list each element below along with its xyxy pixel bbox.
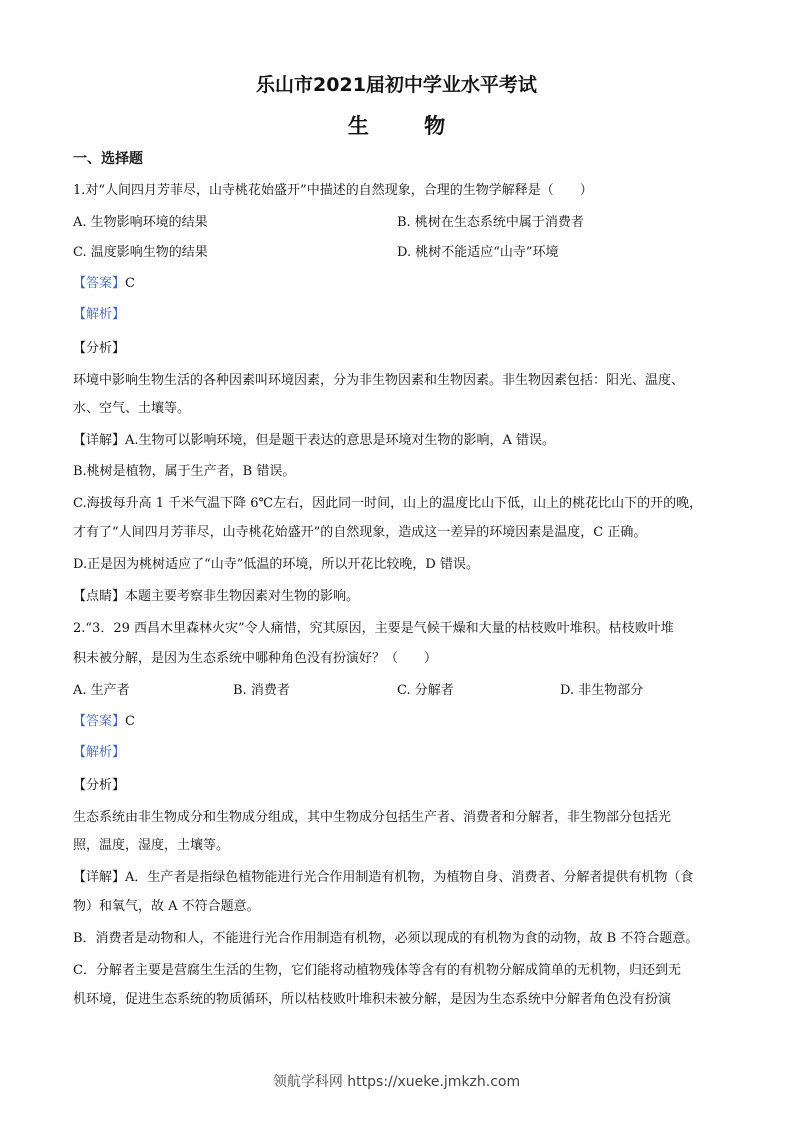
q2-stem-2: 积未被分解，是因为生态系统中哪种角色没有扮演好？（ ）	[73, 651, 438, 666]
subject-title: 生 物	[347, 114, 470, 138]
q2-detail-2: 物）和氧气，故 A 不符合题意。	[73, 899, 260, 914]
q1-fenxi-tag: 【分析】	[73, 341, 126, 356]
q2-option-a: A. 生产者	[73, 683, 130, 698]
q2-detail-5: 机环境，促进生态系统的物质循环，所以枯枝败叶堆积未被分解，是因为生态系统中分解者角色没有扮演	[73, 992, 672, 1007]
q2-analysis-tag: 【解析】	[73, 745, 126, 760]
q1-option-d: D. 桃树不能适应“山寺”环境	[397, 245, 559, 260]
section-heading: 一、选择题	[73, 151, 143, 167]
q2-analysis-p2: 照，温度，湿度，土壤等。	[73, 838, 230, 853]
q1-detail-1: 【详解】A.生物可以影响环境，但是题干表达的意思是环境对生物的影响，A 错误。	[73, 433, 556, 448]
answer-tag: 【答案】	[73, 276, 126, 291]
q1-detail-2: B.桃树是植物，属于生产者，B 错误。	[73, 464, 296, 479]
answer-value: C	[125, 276, 135, 291]
q2-detail-3: B．消费者是动物和人，不能进行光合作用制造有机物，必须以现成的有机物为食的动物，故 B 不符合题意。	[73, 931, 699, 946]
q1-option-b: B. 桃树在生态系统中属于消费者	[397, 215, 584, 230]
q2-detail-1: 【详解】A．生产者是指绿色植物能进行光合作用制造有机物，为植物自身、消费者、分解者提供有机物（食	[73, 870, 694, 885]
q2-option-b: B. 消费者	[233, 683, 290, 698]
q1-analysis-p1: 环境中影响生物生活的各种因素叫环境因素，分为非生物因素和生物因素。非生物因素包括：阳光、温度、	[73, 373, 685, 388]
answer-tag: 【答案】	[73, 714, 126, 729]
q1-detail-4: 才有了“人间四月芳菲尽，山寺桃花始盛开”的自然现象，造成这一差异的环境因素是温度，C 正确。	[73, 525, 647, 540]
answer-value: C	[125, 714, 135, 729]
q1-option-c: C. 温度影响生物的结果	[73, 245, 208, 260]
q2-answer-line	[73, 713, 733, 731]
q1-analysis-tag: 【解析】	[73, 307, 126, 322]
q1-analysis-p2: 水、空气、土壤等。	[73, 401, 191, 416]
q1-point: 【点睛】本题主要考察非生物因素对生物的影响。	[73, 589, 360, 604]
q2-stem-1: 2.“3．29 西昌木里森林火灾”令人痛惜，究其原因，主要是气候干燥和大量的枯枝败叶堆积。枯枝败叶堆	[73, 621, 674, 636]
exam-title: 乐山市2021届初中学业水平考试	[256, 74, 537, 96]
q1-detail-5: D.正是因为桃树适应了“山寺”低温的环境，所以开花比较晚，D 错误。	[73, 557, 479, 572]
q2-option-d: D. 非生物部分	[560, 683, 644, 698]
q1-option-a: A. 生物影响环境的结果	[73, 215, 208, 230]
q2-analysis-p1: 生态系统由非生物成分和生物成分组成，其中生物成分包括生产者、消费者和分解者，非生物部分包括光	[73, 810, 672, 825]
footer-watermark: 领航学科网 https://xueke.jmkzh.com	[272, 1074, 521, 1090]
q1-stem: 1.对“人间四月芳菲尽，山寺桃花始盛开”中描述的自然现象，合理的生物学解释是（ ）	[73, 183, 593, 198]
q1-answer-line	[73, 275, 733, 293]
q1-detail-3: C.海拔每升高 1 千米气温下降 6℃左右，因此同一时间，山上的温度比山下低，山上的桃花比山下的开的晚，	[73, 496, 703, 511]
q2-option-c: C. 分解者	[397, 683, 454, 698]
q2-fenxi-tag: 【分析】	[73, 778, 126, 793]
q2-detail-4: C．分解者主要是营腐生生活的生物，它们能将动植物残体等含有的有机物分解成简单的无机物，归还到无	[73, 963, 681, 978]
